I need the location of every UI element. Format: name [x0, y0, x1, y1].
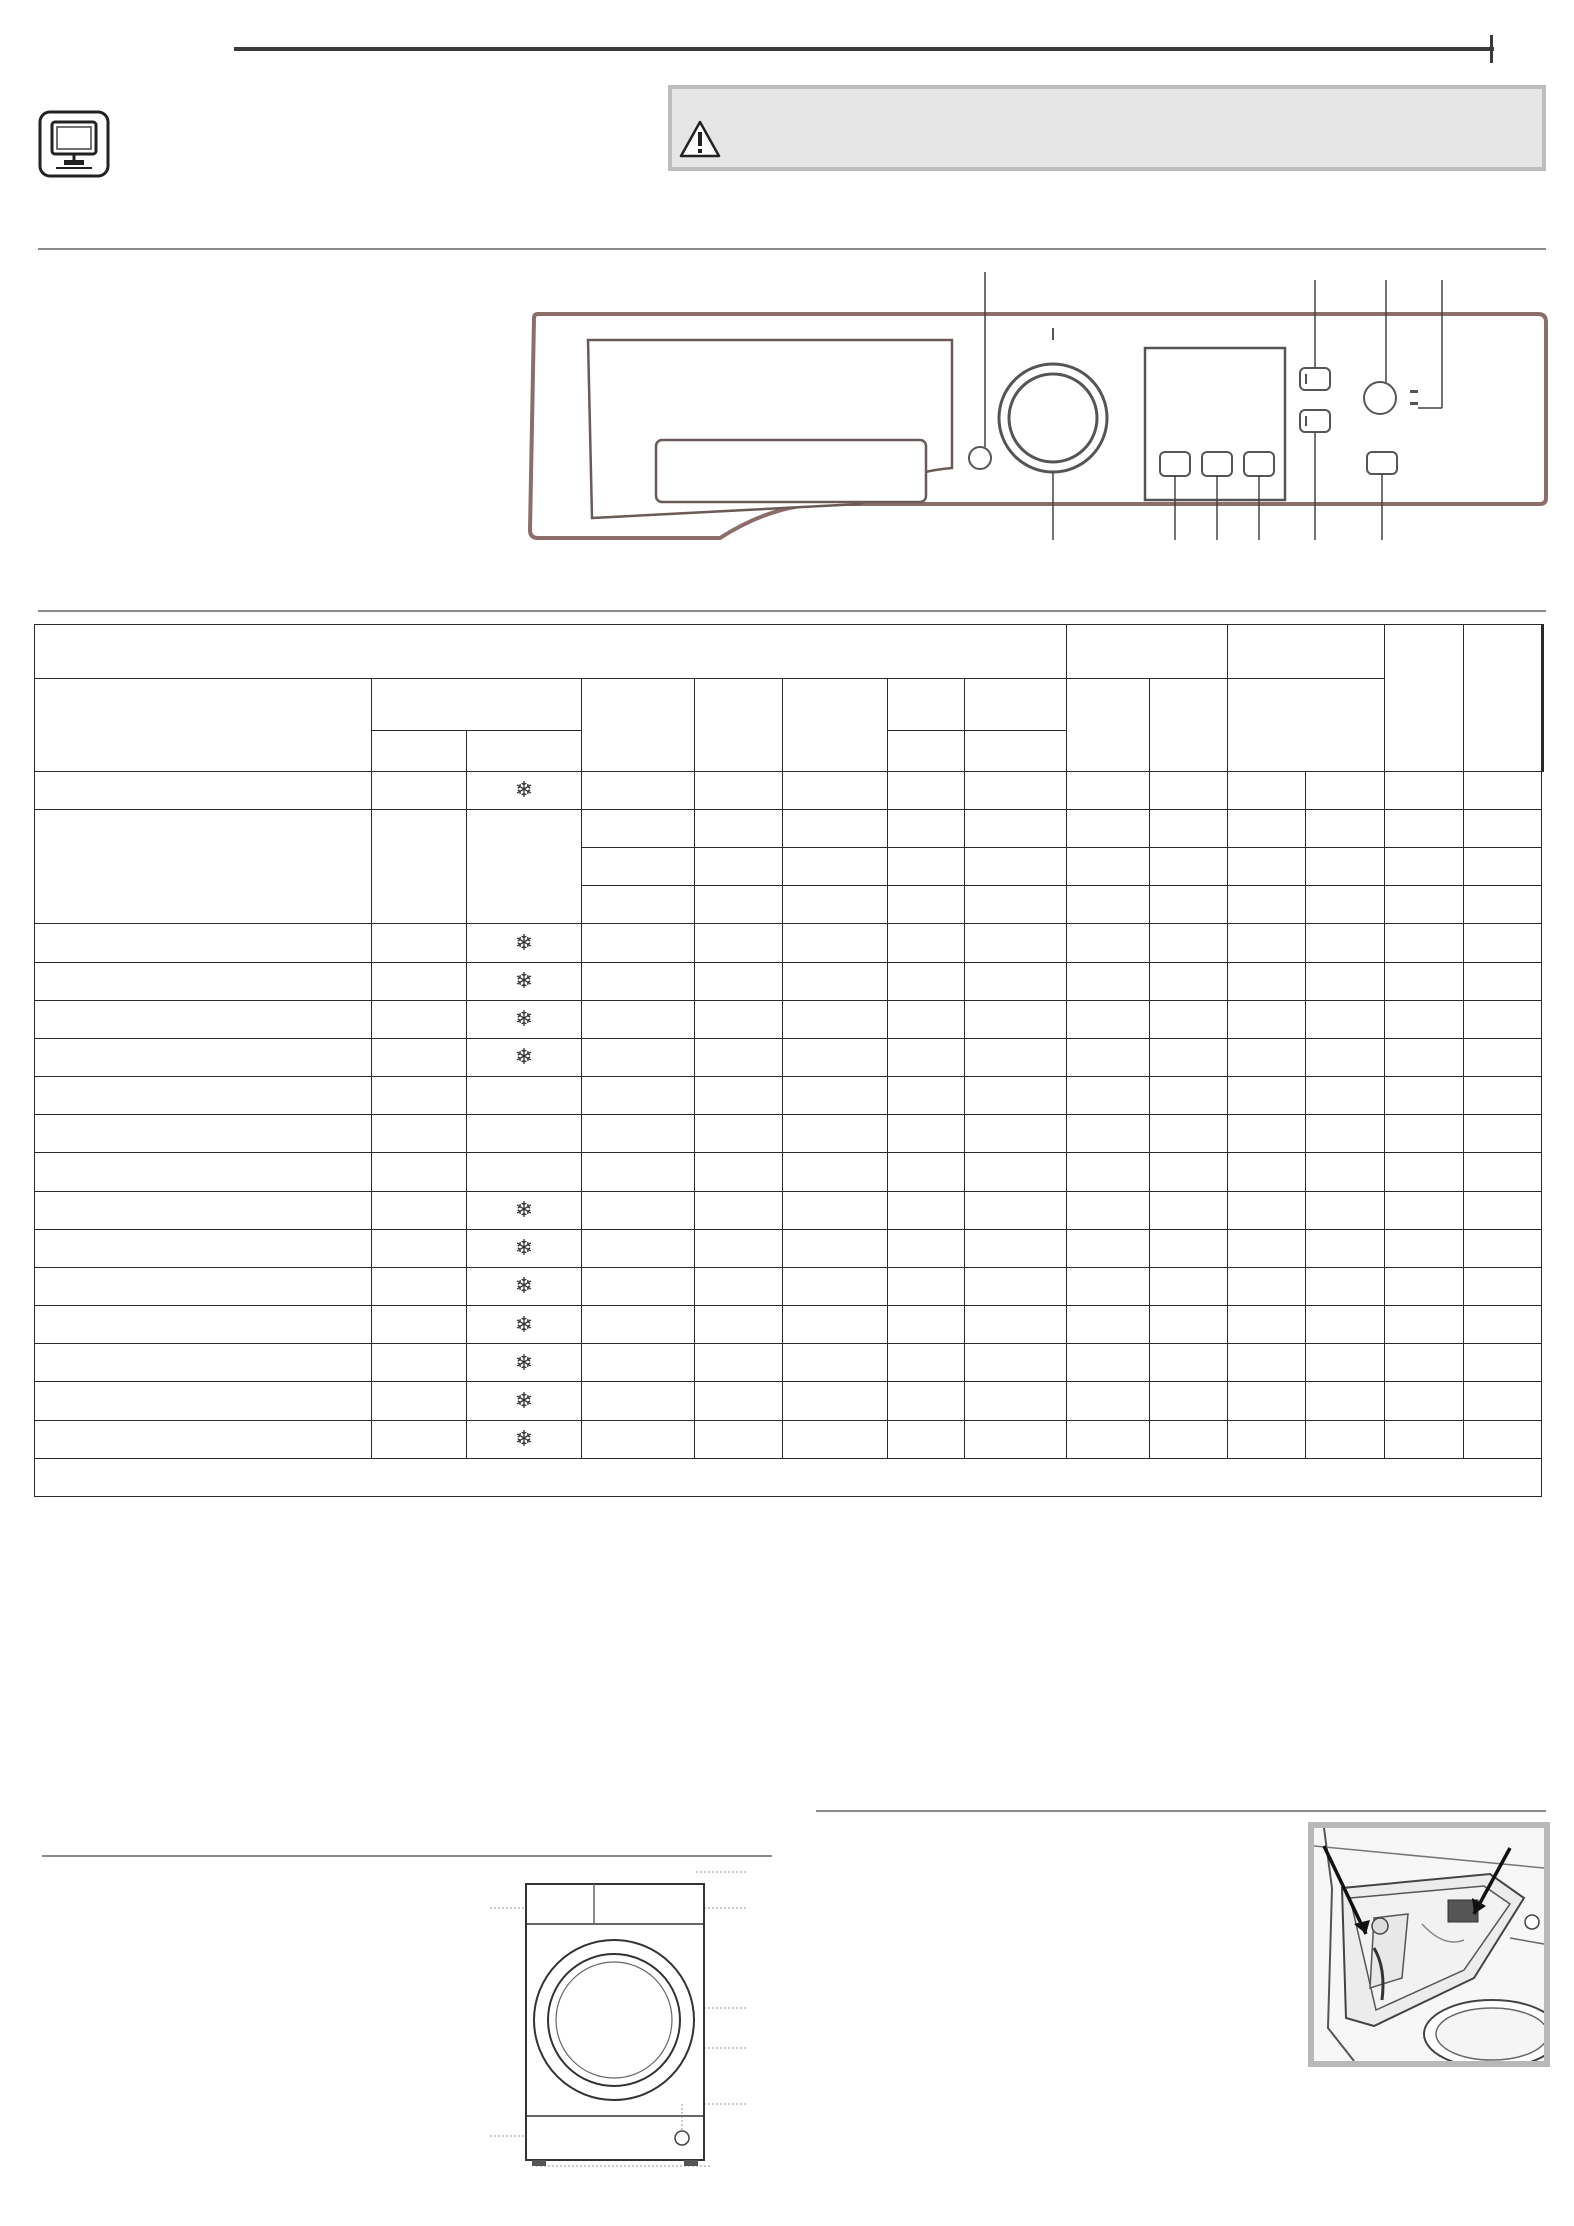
header-cell [372, 731, 467, 771]
header-cell [1543, 625, 1544, 772]
table-row [35, 1382, 1544, 1420]
header-cell [695, 679, 783, 771]
table-row [35, 1344, 1544, 1382]
table-row [35, 1115, 1544, 1153]
header-cell [888, 731, 965, 771]
table-footer-row [35, 1458, 1544, 1496]
header-rule [234, 47, 1494, 51]
header-cell [888, 679, 965, 731]
washing-machine-diagram [484, 1866, 754, 2172]
programme-table [34, 624, 1544, 1497]
snowflake-icon: ❄ [467, 1191, 582, 1229]
table-row [35, 809, 1544, 847]
table-row [35, 1153, 1544, 1191]
header-cell [35, 625, 1067, 679]
header-cell [965, 731, 1067, 771]
snowflake-icon: ❄ [467, 1229, 582, 1267]
snowflake-icon: ❄ [467, 771, 582, 809]
header-cell [372, 679, 582, 731]
table-row [35, 1306, 1544, 1344]
snowflake-icon: ❄ [467, 1344, 582, 1382]
section-divider-2 [38, 610, 1546, 612]
table-row [35, 771, 1544, 809]
snowflake-icon: ❄ [467, 962, 582, 1000]
header-cell [467, 731, 582, 771]
header-cell [1385, 625, 1464, 772]
control-panel-diagram [520, 272, 1550, 552]
table-row [35, 1191, 1544, 1229]
snowflake-icon: ❄ [467, 1306, 582, 1344]
monitor-warning-icon [38, 110, 110, 178]
snowflake-icon: ❄ [467, 1420, 582, 1458]
section-divider-4 [42, 1855, 772, 1857]
section-divider-3 [816, 1810, 1546, 1812]
table-row [35, 1229, 1544, 1267]
warning-box [668, 85, 1546, 171]
table-row [35, 1077, 1544, 1115]
snowflake-icon: ❄ [467, 924, 582, 962]
table-row [35, 1038, 1544, 1076]
header-rule-tick [1490, 35, 1493, 63]
snowflake-icon: ❄ [467, 1038, 582, 1076]
table-row [35, 1420, 1544, 1458]
header-cell [1067, 625, 1228, 679]
header-cell [35, 679, 372, 771]
header-cell [1150, 679, 1228, 771]
header-cell [1067, 679, 1150, 771]
detergent-drawer-photo [1308, 1822, 1550, 2067]
snowflake-icon: ❄ [467, 1000, 582, 1038]
header-cell [1464, 625, 1542, 772]
table-row [35, 1000, 1544, 1038]
header-cell [783, 679, 888, 771]
header-cell [1228, 625, 1385, 679]
section-divider-1 [38, 248, 1546, 250]
snowflake-icon: ❄ [467, 1382, 582, 1420]
table-row [35, 1267, 1544, 1305]
header-cell [582, 679, 695, 771]
table-row [35, 924, 1544, 962]
warning-triangle-icon [678, 119, 722, 159]
header-cell [965, 679, 1067, 731]
snowflake-icon: ❄ [467, 1267, 582, 1305]
table-row [35, 962, 1544, 1000]
